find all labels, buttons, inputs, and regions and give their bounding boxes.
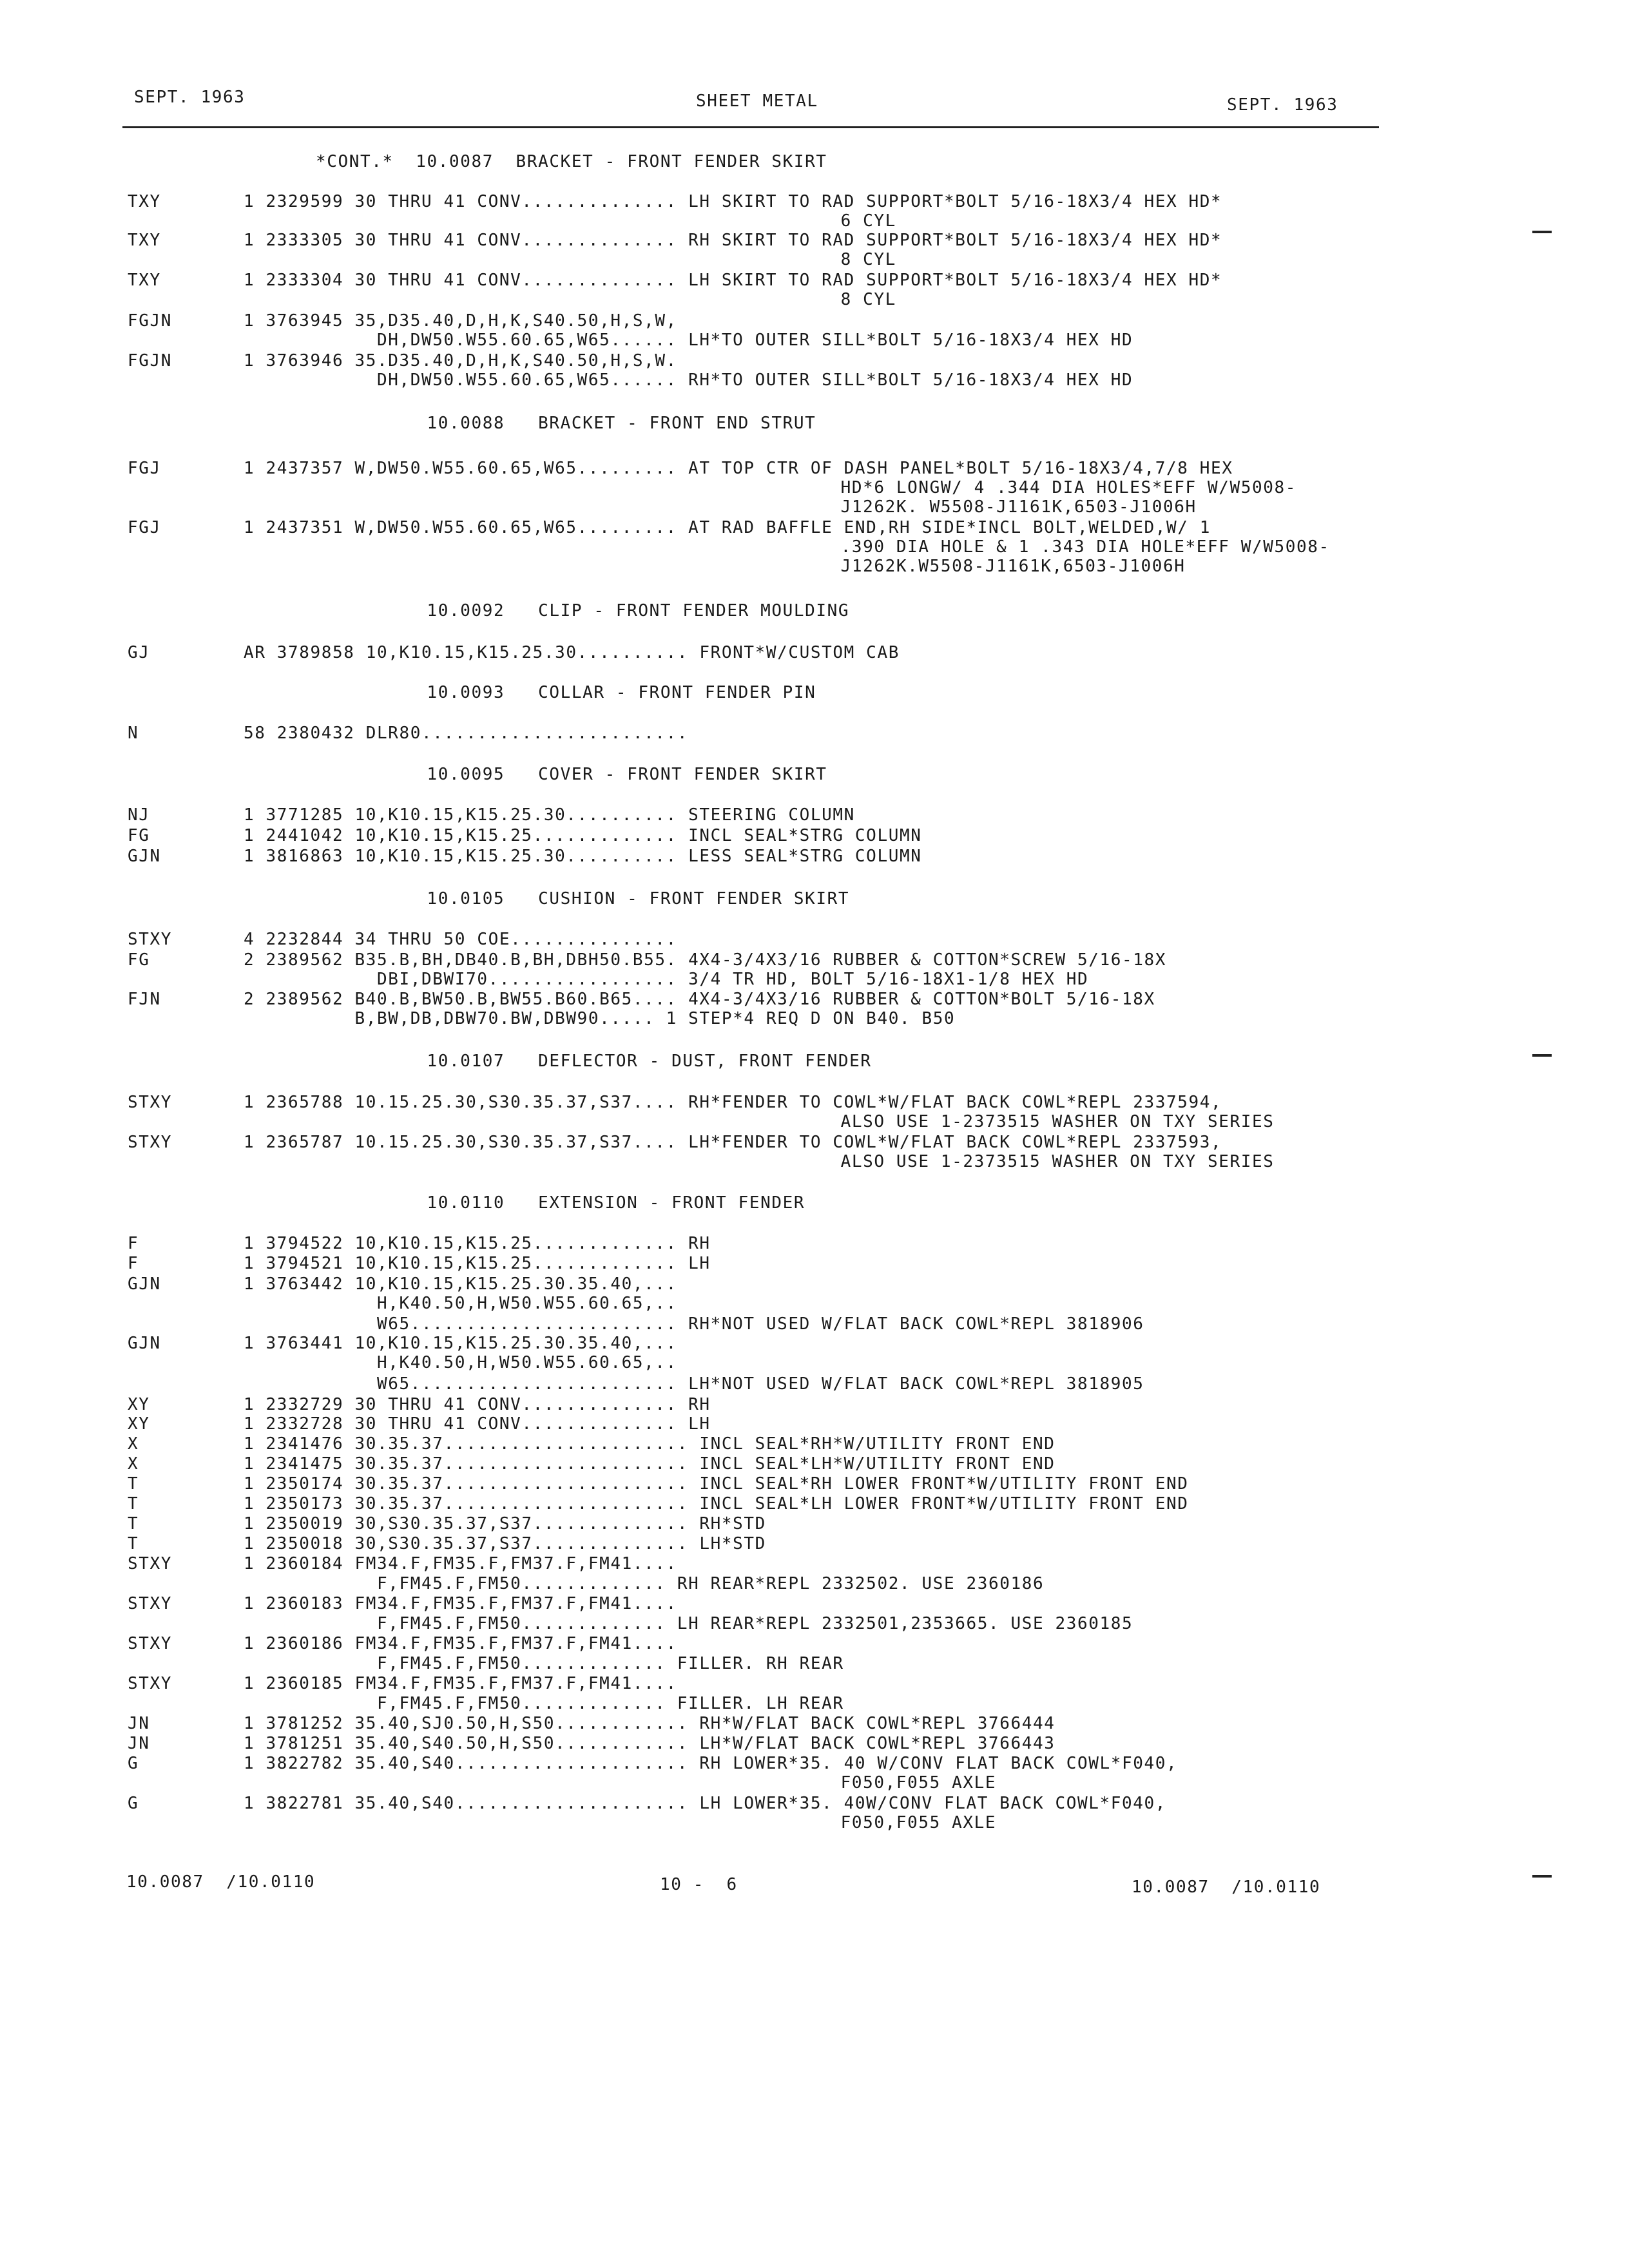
model-code: FG — [128, 950, 150, 970]
section-heading: 10.0107 DEFLECTOR - DUST, FRONT FENDER — [316, 1052, 872, 1071]
model-code: TXY — [128, 192, 161, 211]
model-code: STXY — [128, 1634, 173, 1653]
parts-line: 1 2332728 30 THRU 41 CONV.............. LH — [244, 1414, 711, 1434]
section-heading: 10.0093 COLLAR - FRONT FENDER PIN — [316, 683, 816, 702]
model-code: STXY — [128, 1133, 173, 1152]
parts-line: 1 2360184 FM34.F,FM35.F,FM37.F,FM41.... — [244, 1554, 677, 1573]
parts-line: W65........................ LH*NOT USED W/FLAT BACK COWL*REPL 3818905 — [244, 1374, 1144, 1394]
parts-line: 1 2360185 FM34.F,FM35.F,FM37.F,FM41.... — [244, 1674, 677, 1693]
parts-line: F,FM45.F,FM50............. FILLER. LH REAR — [244, 1694, 844, 1713]
parts-line: 6 CYL — [374, 211, 896, 231]
parts-line: 1 2341476 30.35.37...................... INCL SEAL*RH*W/UTILITY FRONT END — [244, 1434, 1055, 1454]
parts-line: 1 2437351 W,DW50.W55.60.65,W65......... AT RAD BAFFLE END,RH SIDE*INCL BOLT,WELDED,W/ 1 — [244, 518, 1211, 537]
model-code: X — [128, 1434, 139, 1454]
parts-line: 1 3794522 10,K10.15,K15.25............. RH — [244, 1234, 711, 1253]
model-code: TXY — [128, 231, 161, 250]
parts-line: 1 3822781 35.40,S40..................... LH LOWER*35. 40W/CONV FLAT BACK COWL*F040, — [244, 1794, 1167, 1813]
model-code: T — [128, 1514, 139, 1533]
margin-mark — [1532, 1875, 1552, 1878]
parts-line: 1 3771285 10,K10.15,K15.25.30.......... STEERING COLUMN — [244, 805, 855, 825]
parts-line: F050,F055 AXLE — [374, 1813, 997, 1832]
model-code: GJ — [128, 643, 150, 662]
parts-line: 1 2350174 30.35.37...................... INCL SEAL*RH LOWER FRONT*W/UTILITY FRONT END — [244, 1474, 1189, 1494]
parts-line: 1 3822782 35.40,S40..................... RH LOWER*35. 40 W/CONV FLAT BACK COWL*F040, — [244, 1754, 1178, 1773]
header-date-left: SEPT. 1963 — [134, 88, 246, 107]
parts-line: H,K40.50,H,W50.W55.60.65,.. — [244, 1353, 677, 1372]
model-code: FGJN — [128, 311, 173, 331]
model-code: XY — [128, 1395, 150, 1414]
parts-line: H,K40.50,H,W50.W55.60.65,.. — [244, 1294, 677, 1313]
parts-line: 1 3763442 10,K10.15,K15.25.30.35.40,... — [244, 1274, 677, 1294]
model-code: FGJ — [128, 518, 161, 537]
header-section-title: SHEET METAL — [696, 91, 818, 111]
model-code: N — [128, 724, 139, 743]
parts-line: 1 2360186 FM34.F,FM35.F,FM37.F,FM41.... — [244, 1634, 677, 1653]
margin-mark — [1532, 1054, 1552, 1057]
section-heading: 10.0088 BRACKET - FRONT END STRUT — [316, 414, 816, 433]
model-code: STXY — [128, 930, 173, 949]
parts-line: 1 3763945 35,D35.40,D,H,K,S40.50,H,S,W, — [244, 311, 677, 331]
header-rule — [122, 126, 1379, 128]
parts-line: 1 2365788 10.15.25.30,S30.35.37,S37.... RH*FENDER TO COWL*W/FLAT BACK COWL*REPL 2337594, — [244, 1093, 1222, 1112]
model-code: STXY — [128, 1594, 173, 1613]
parts-line: J1262K. W5508-J1161K,6503-J1006H — [374, 497, 1197, 517]
model-code: FJN — [128, 990, 161, 1009]
footer-range-right: 10.0087 /10.0110 — [1132, 1878, 1321, 1897]
parts-line: 8 CYL — [374, 250, 896, 269]
model-code: T — [128, 1534, 139, 1553]
parts-line: 1 2350019 30,S30.35.37,S37.............. RH*STD — [244, 1514, 766, 1533]
margin-mark — [1532, 231, 1552, 233]
parts-line: AR 3789858 10,K10.15,K15.25.30.......... FRONT*W/CUSTOM CAB — [244, 643, 900, 662]
header-date-right: SEPT. 1963 — [1227, 95, 1338, 115]
parts-line: 1 2350018 30,S30.35.37,S37.............. LH*STD — [244, 1534, 766, 1553]
model-code: NJ — [128, 805, 150, 825]
parts-line: 58 2380432 DLR80........................ — [244, 724, 689, 743]
parts-line: 1 2332729 30 THRU 41 CONV.............. RH — [244, 1395, 711, 1414]
section-heading: 10.0110 EXTENSION - FRONT FENDER — [316, 1193, 805, 1213]
parts-line: 1 2341475 30.35.37...................... INCL SEAL*LH*W/UTILITY FRONT END — [244, 1454, 1055, 1474]
parts-line: 1 2350173 30.35.37...................... INCL SEAL*LH LOWER FRONT*W/UTILITY FRONT END — [244, 1494, 1189, 1514]
model-code: F — [128, 1234, 139, 1253]
model-code: FGJN — [128, 351, 173, 370]
model-code: X — [128, 1454, 139, 1474]
parts-line: F,FM45.F,FM50............. LH REAR*REPL 2332501,2353665. USE 2360185 — [244, 1614, 1133, 1633]
model-code: TXY — [128, 271, 161, 290]
model-code: STXY — [128, 1674, 173, 1693]
model-code: XY — [128, 1414, 150, 1434]
section-heading: 10.0095 COVER - FRONT FENDER SKIRT — [316, 765, 827, 784]
parts-line: 2 2389562 B35.B,BH,DB40.B,BH,DBH50.B55. 4X4-3/4X3/16 RUBBER & COTTON*SCREW 5/16-18X — [244, 950, 1167, 970]
parts-line: ALSO USE 1-2373515 WASHER ON TXY SERIES — [374, 1112, 1275, 1131]
model-code: GJN — [128, 847, 161, 866]
parts-line: .390 DIA HOLE & 1 .343 DIA HOLE*EFF W/W5008- — [374, 537, 1330, 557]
parts-line: DH,DW50.W55.60.65,W65...... RH*TO OUTER SILL*BOLT 5/16-18X3/4 HEX HD — [244, 370, 1133, 390]
parts-line: 1 3781251 35.40,S40.50,H,S50............ LH*W/FLAT BACK COWL*REPL 3766443 — [244, 1734, 1055, 1753]
parts-line: HD*6 LONGW/ 4 .344 DIA HOLES*EFF W/W5008- — [374, 478, 1297, 497]
model-code: T — [128, 1474, 139, 1494]
model-code: T — [128, 1494, 139, 1514]
parts-line: F050,F055 AXLE — [374, 1773, 997, 1792]
model-code: FGJ — [128, 459, 161, 478]
model-code: STXY — [128, 1093, 173, 1112]
parts-line: 1 2360183 FM34.F,FM35.F,FM37.F,FM41.... — [244, 1594, 677, 1613]
parts-line: 8 CYL — [374, 290, 896, 309]
parts-line: 1 3763946 35.D35.40,D,H,K,S40.50,H,S,W. — [244, 351, 677, 370]
parts-line: 1 3763441 10,K10.15,K15.25.30.35.40,... — [244, 1334, 677, 1353]
parts-line: 1 2365787 10.15.25.30,S30.35.37,S37.... LH*FENDER TO COWL*W/FLAT BACK COWL*REPL 2337593, — [244, 1133, 1222, 1152]
parts-line: J1262K.W5508-J1161K,6503-J1006H — [374, 557, 1186, 576]
parts-line: 2 2389562 B40.B,BW50.B,BW55.B60.B65.... 4X4-3/4X3/16 RUBBER & COTTON*BOLT 5/16-18X — [244, 990, 1155, 1009]
parts-line: W65........................ RH*NOT USED W/FLAT BACK COWL*REPL 3818906 — [244, 1314, 1144, 1334]
model-code: FG — [128, 826, 150, 845]
parts-line: 1 3816863 10,K10.15,K15.25.30.......... LESS SEAL*STRG COLUMN — [244, 847, 922, 866]
parts-line: F,FM45.F,FM50............. RH REAR*REPL 2332502. USE 2360186 — [244, 1574, 1045, 1593]
parts-line: 1 3794521 10,K10.15,K15.25............. LH — [244, 1254, 711, 1273]
model-code: JN — [128, 1734, 150, 1753]
footer-range-left: 10.0087 /10.0110 — [126, 1872, 316, 1892]
section-heading: *CONT.* 10.0087 BRACKET - FRONT FENDER SKIRT — [316, 152, 827, 171]
parts-line: 1 2329599 30 THRU 41 CONV.............. LH SKIRT TO RAD SUPPORT*BOLT 5/16-18X3/4 HEX HD* — [244, 192, 1222, 211]
parts-line: DH,DW50.W55.60.65,W65...... LH*TO OUTER SILL*BOLT 5/16-18X3/4 HEX HD — [244, 331, 1133, 350]
model-code: F — [128, 1254, 139, 1273]
parts-line: DBI,DBWI70................. 3/4 TR HD, BOLT 5/16-18X1-1/8 HEX HD — [244, 970, 1089, 989]
model-code: GJN — [128, 1274, 161, 1294]
parts-line: B,BW,DB,DBW70.BW,DBW90..... 1 STEP*4 REQ D ON B40. B50 — [244, 1009, 956, 1028]
parts-line: 1 2437357 W,DW50.W55.60.65,W65......... AT TOP CTR OF DASH PANEL*BOLT 5/16-18X3/4,7/8 HEX — [244, 459, 1233, 478]
parts-line: 1 2441042 10,K10.15,K15.25............. INCL SEAL*STRG COLUMN — [244, 826, 922, 845]
parts-line: 1 2333304 30 THRU 41 CONV.............. LH SKIRT TO RAD SUPPORT*BOLT 5/16-18X3/4 HEX HD* — [244, 271, 1222, 290]
model-code: G — [128, 1754, 139, 1773]
section-heading: 10.0092 CLIP - FRONT FENDER MOULDING — [316, 601, 850, 620]
parts-line: 1 2333305 30 THRU 41 CONV.............. RH SKIRT TO RAD SUPPORT*BOLT 5/16-18X3/4 HEX HD* — [244, 231, 1222, 250]
section-heading: 10.0105 CUSHION - FRONT FENDER SKIRT — [316, 889, 850, 908]
parts-line: ALSO USE 1-2373515 WASHER ON TXY SERIES — [374, 1152, 1275, 1171]
model-code: JN — [128, 1714, 150, 1733]
model-code: G — [128, 1794, 139, 1813]
parts-line: 4 2232844 34 THRU 50 COE............... — [244, 930, 677, 949]
parts-line: 1 3781252 35.40,SJ0.50,H,S50............ RH*W/FLAT BACK COWL*REPL 3766444 — [244, 1714, 1055, 1733]
model-code: STXY — [128, 1554, 173, 1573]
footer-page-number: 10 - 6 — [660, 1875, 738, 1894]
parts-line: F,FM45.F,FM50............. FILLER. RH REAR — [244, 1654, 844, 1673]
model-code: GJN — [128, 1334, 161, 1353]
